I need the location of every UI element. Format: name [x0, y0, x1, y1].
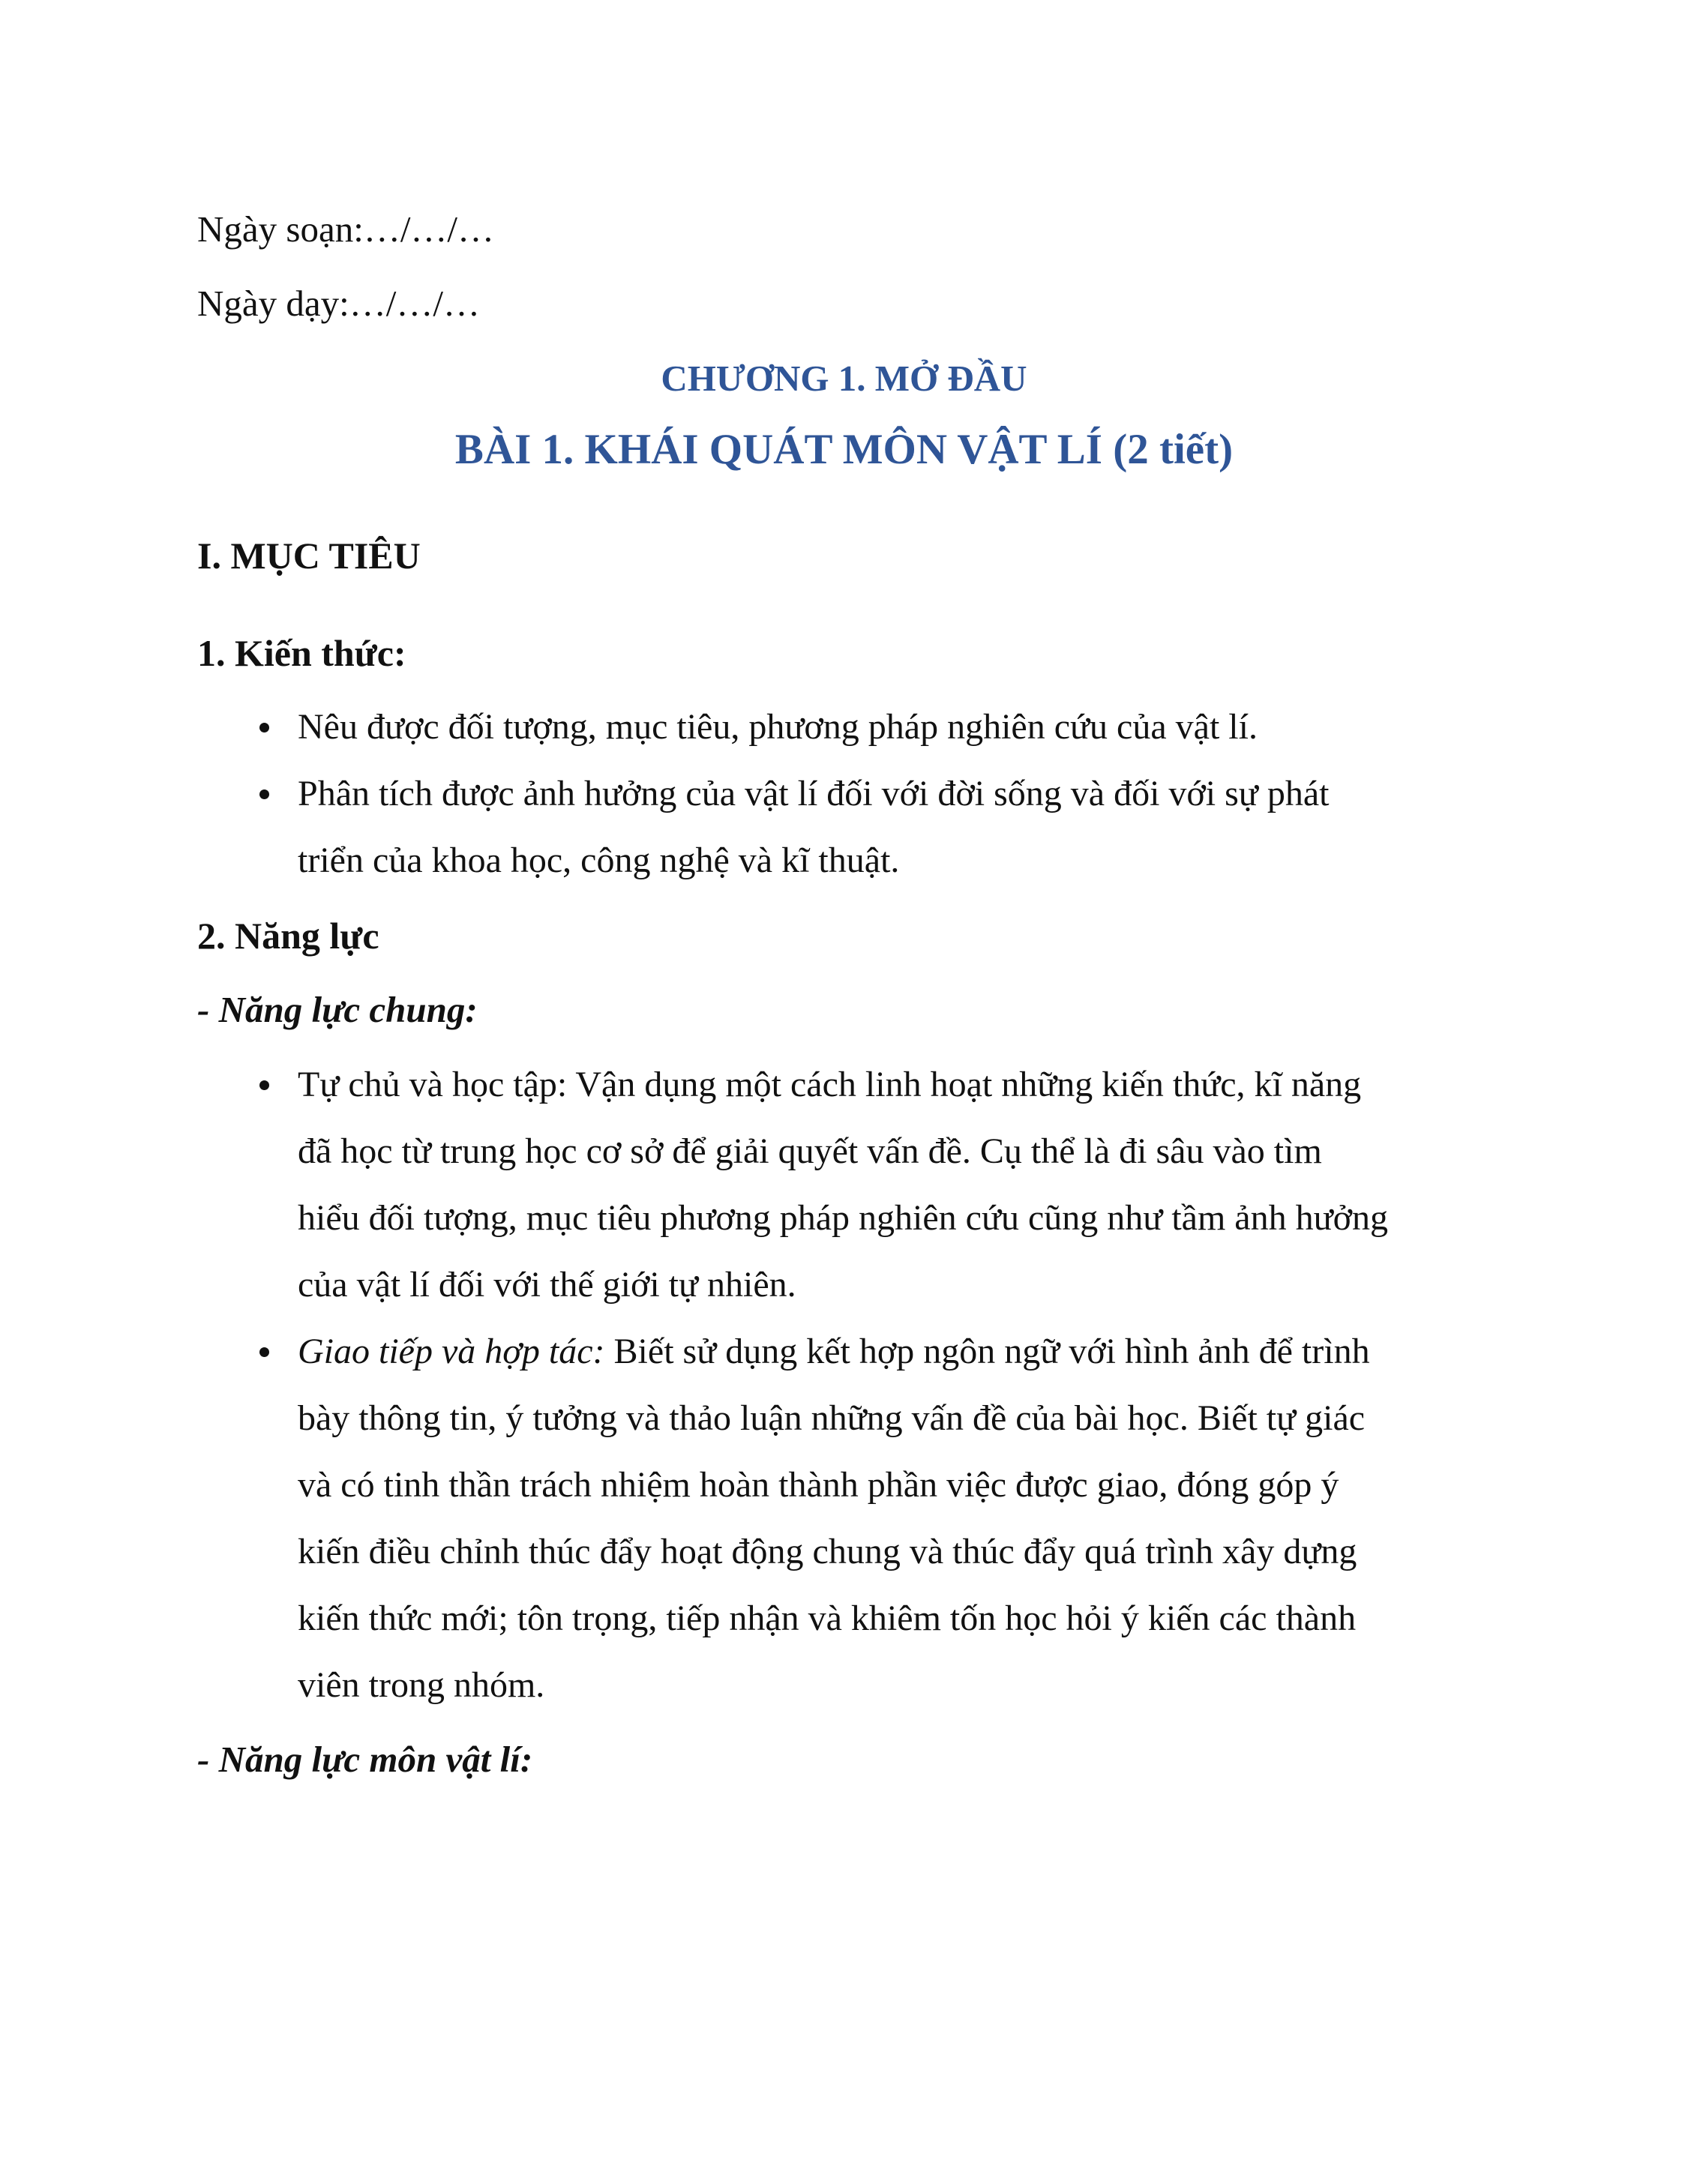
- general-item-2-line-6: viên trong nhóm.: [298, 1665, 545, 1705]
- general-item-2-lead: Giao tiếp và hợp tác:: [298, 1332, 605, 1371]
- teaching-date: Ngày dạy:…/…/…: [197, 283, 480, 324]
- general-item-2-line-3: và có tinh thần trách nhiệm hoàn thành phần việc được giao, đóng góp ý: [298, 1465, 1339, 1505]
- preparation-date: Ngày soạn:…/…/…: [197, 208, 495, 250]
- knowledge-item-2-line-1: Phân tích được ảnh hưởng của vật lí đối với đời sống và đối với sự phát: [298, 774, 1330, 813]
- general-item-2-line-4: kiến điều chỉnh thúc đẩy hoạt động chung và thúc đẩy quá trình xây dựng: [298, 1532, 1357, 1571]
- general-item-2-line-5: kiến thức mới; tôn trọng, tiếp nhận và khiêm tốn học hỏi ý kiến các thành: [298, 1598, 1357, 1638]
- bullet-icon: [259, 723, 269, 732]
- physics-competency-heading: - Năng lực môn vật lí:: [197, 1739, 533, 1780]
- general-competency-heading: - Năng lực chung:: [197, 989, 478, 1030]
- knowledge-item-2-line-2: triển của khoa học, công nghệ và kĩ thuật.: [298, 840, 900, 880]
- general-item-1-line-1: Tự chủ và học tập: Vận dụng một cách linh hoạt những kiến thức, kĩ năng: [298, 1065, 1362, 1104]
- bullet-icon: [259, 789, 269, 799]
- bullet-icon: [259, 1080, 269, 1090]
- general-item-1-line-4: của vật lí đối với thế giới tự nhiên.: [298, 1265, 796, 1305]
- lesson-title: BÀI 1. KHÁI QUÁT MÔN VẬT LÍ (2 tiết): [454, 426, 1234, 473]
- general-item-1-line-3: hiểu đối tượng, mục tiêu phương pháp nghiên cứu cũng như tầm ảnh hưởng: [298, 1198, 1388, 1238]
- knowledge-heading: 1. Kiến thức:: [197, 632, 406, 674]
- bullet-icon: [259, 1347, 269, 1357]
- section-objectives-heading: I. MỤC TIÊU: [197, 535, 421, 577]
- competency-heading: 2. Năng lực: [197, 915, 379, 957]
- chapter-title: CHƯƠNG 1. MỞ ĐẦU: [661, 358, 1027, 399]
- general-item-2-line-2: bày thông tin, ý tưởng và thảo luận những vấn đề của bài học. Biết tự giác: [298, 1398, 1366, 1438]
- general-item-1-line-2: đã học từ trung học cơ sở để giải quyết vấn đề. Cụ thể là đi sâu vào tìm: [298, 1131, 1322, 1171]
- knowledge-item-1-line-1: Nêu được đối tượng, mục tiêu, phương pháp nghiên cứu của vật lí.: [298, 707, 1258, 747]
- general-item-2-line-1: [298, 1329, 1370, 1374]
- general-item-2-lead-rest: Biết sử dụng kết hợp ngôn ngữ với hình ảnh để trình: [604, 1332, 1370, 1371]
